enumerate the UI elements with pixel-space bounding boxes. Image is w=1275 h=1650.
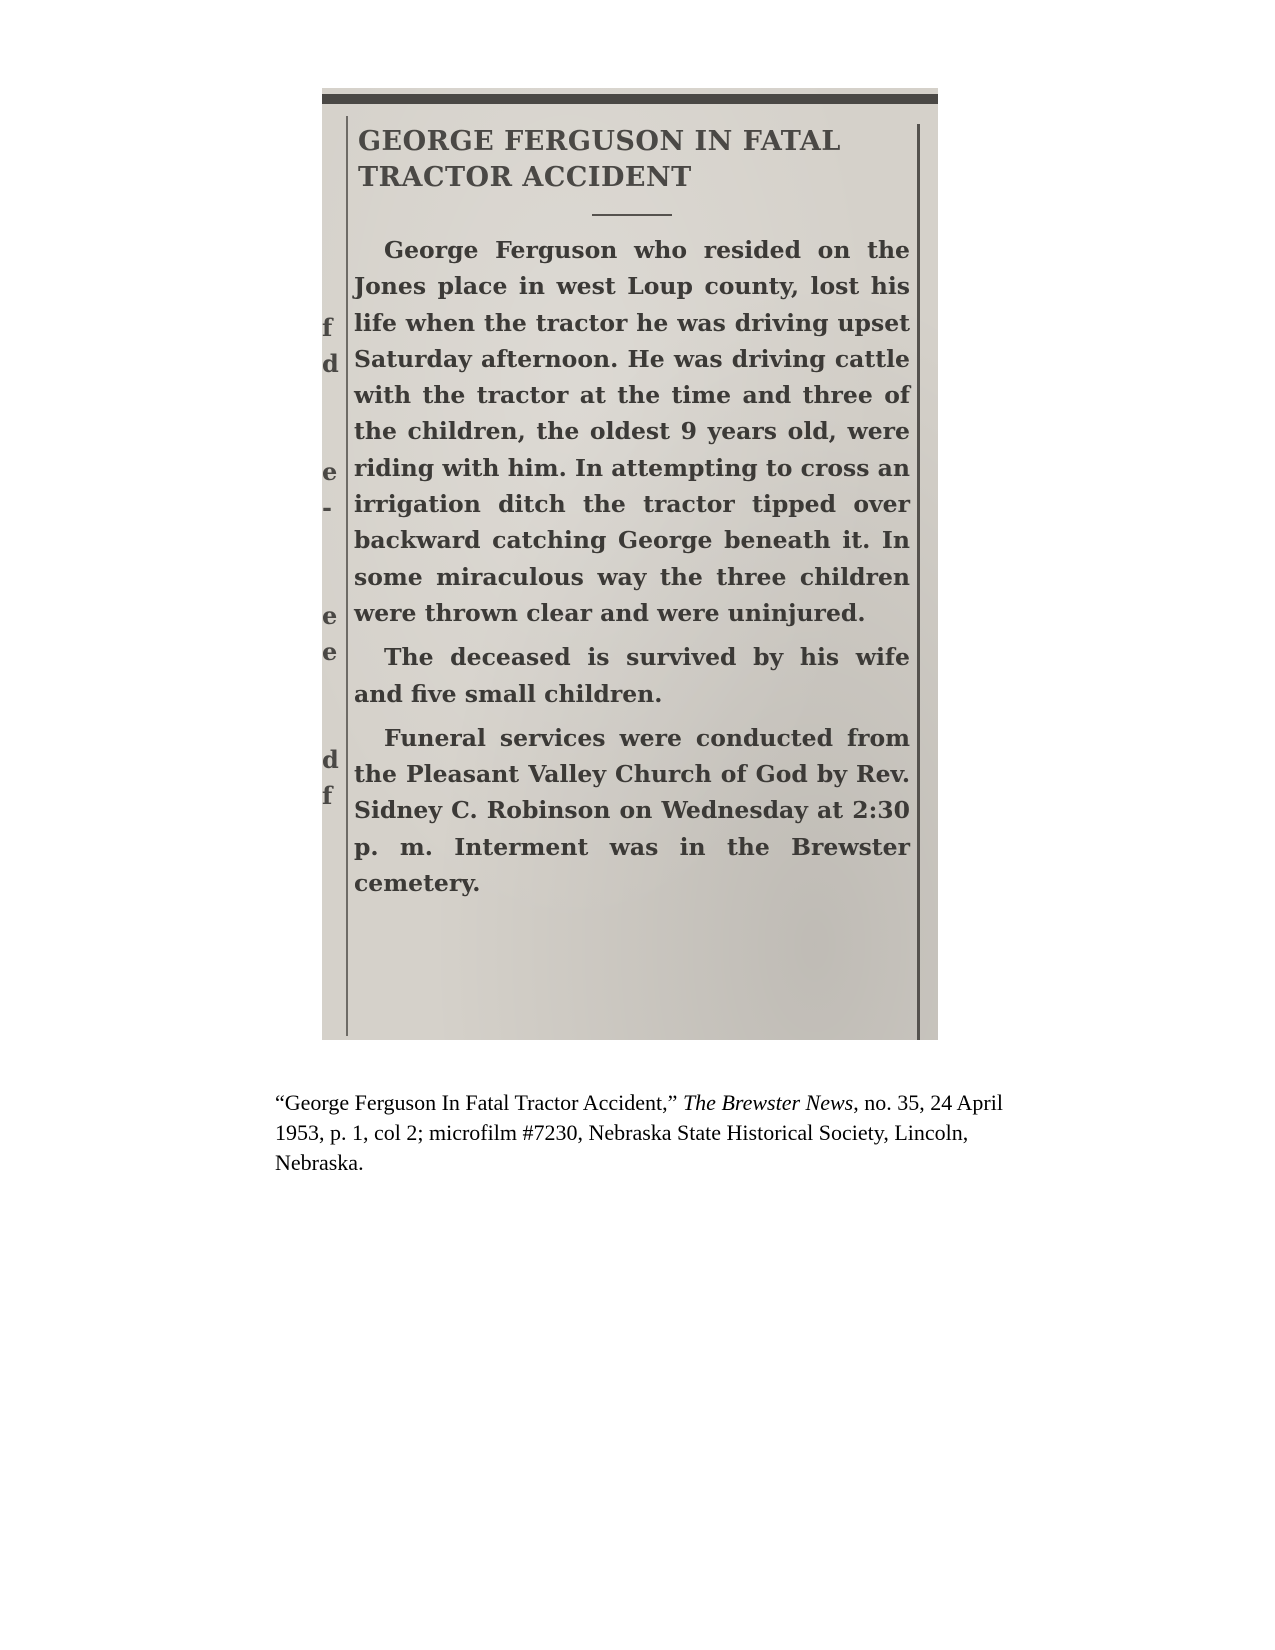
article-paragraph-1: George Ferguson who resided on the Jones place in west Loup county, lost his life when the tractor he was driving upset Saturday afternoon. He was driving cattle with the tractor at the time and three of the children, the oldest 9 years old, were riding with him. In attempting to cross an irrigation ditch the tractor tipped over backward catching George beneath it. In some miraculous way the three children were thrown clear and were uninjured. xyxy=(354,236,910,627)
newspaper-clipping-image xyxy=(322,88,938,1040)
article-paragraph-3: Funeral services were conducted from the Pleasant Valley Church of God by Rev. Sidney C. Robinson on Wednesday at 2:30 p. m. Interment was in the Brewster cemetery. xyxy=(354,723,910,898)
headline-divider xyxy=(592,214,672,216)
article-headline: GEORGE FERGUSON IN FATAL TRACTOR ACCIDENT xyxy=(358,126,841,193)
citation-publication: The Brewster News xyxy=(682,1090,854,1115)
top-rule xyxy=(322,94,938,104)
column-rule-left xyxy=(346,116,348,1036)
article xyxy=(354,116,910,909)
adjacent-column-left-fragment: f d e - e e d f xyxy=(322,313,339,810)
citation-caption xyxy=(275,1088,1035,1178)
citation-title: “George Ferguson In Fatal Tractor Accident,” xyxy=(275,1090,678,1115)
article-paragraph-2: The deceased is survived by his wife and five small children. xyxy=(354,643,910,708)
citation-details: , no. 35, 24 April 1953, p. 1, col 2; microfilm #7230, Nebraska State Historical Society, Lincoln, Nebraska. xyxy=(275,1090,1003,1175)
adjacent-column-right-fragment xyxy=(926,208,938,604)
column-rule-right xyxy=(917,124,920,1040)
